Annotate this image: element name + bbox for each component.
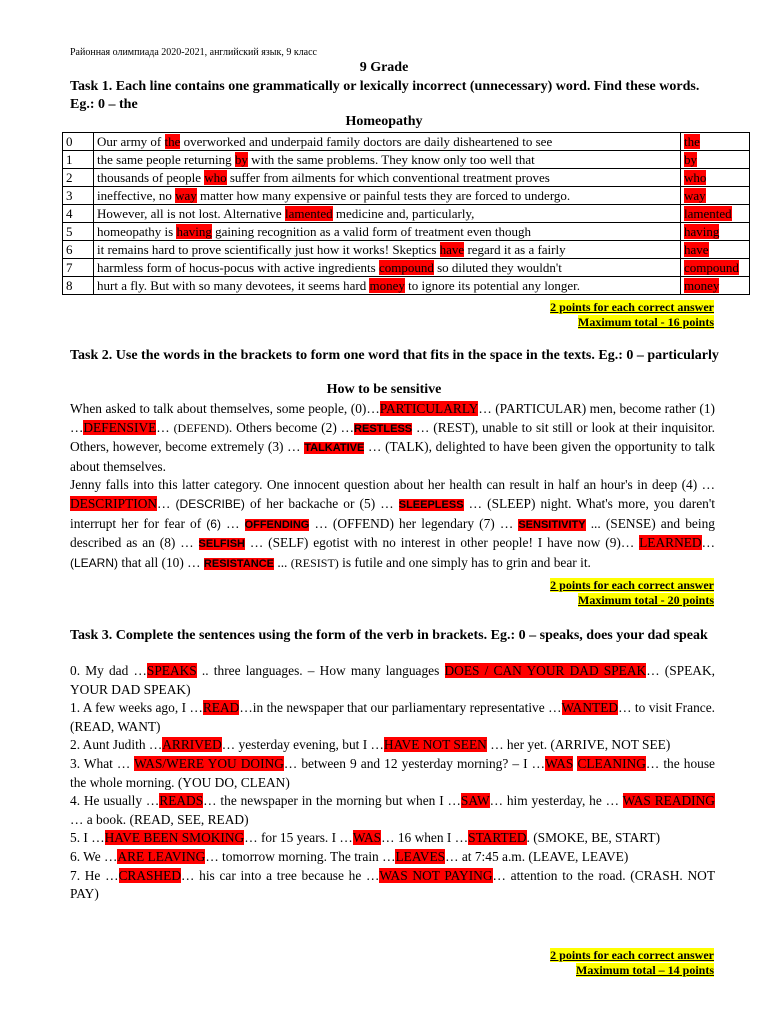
answer-7: SENSITIVITY (518, 518, 586, 531)
t3-answer-0a: SPEAKS (146, 663, 197, 678)
row-text: ineffective, no way matter how many expensive or painful tests they are forced to undergo. (94, 187, 681, 205)
answer-4: DESCRIPTION (70, 495, 158, 511)
row-number: 5 (63, 223, 94, 241)
table-row (63, 259, 750, 277)
table-row (63, 241, 750, 259)
incorrect-word: lamented (284, 206, 333, 221)
answer-0: PARTICULARLY (379, 401, 479, 416)
t3-answer-6a: ARE LEAVING (117, 848, 206, 864)
incorrect-word: have (439, 242, 465, 257)
t3-answer-2a: ARRIVED (162, 737, 222, 753)
row-text: Our army of the overworked and underpaid family doctors are daily disheartened to see (94, 133, 681, 151)
task2-text: When asked to talk about themselves, some people, (0)…PARTICULARLY… (PARTICULAR) men, become rather (1) …DEFENSIVE… (DEFEND). Others become (2) …RESTLESS … (REST), unable to sit still or look at their inquisitor. Others, however, become extremely (3) … TALKATIVE … (TALK), delighted to have been given the opportunity to talk about themselves. Jenny falls into this latter category. One innocent question about her health can result in half an hour's in deep (4) … DESCRIPTION… (DESCRIBE) of her backache or (5) … SLEEPLESS … (SLEEP) night. What's more, you daren't interrupt her for fear of (6) … OFFENDING … (OFFEND) her legendary (7) … SENSITIVITY ... (SENSE) and being described as an (8) … SELFISH … (SELF) egotist with no interest in other people! I have now (9)… LEARNED… (LEARN) that all (10) … RESISTANCE ... (RESIST) is futile and one simply has to grin and bear it. (70, 401, 715, 570)
t3-answer-7a: CRASHED (118, 867, 182, 883)
row-text: homeopathy is having gaining recognition as a valid form of treatment even though (94, 223, 681, 241)
answer-10: RESISTANCE (203, 557, 275, 570)
row-number: 1 (63, 151, 94, 169)
incorrect-word: who (204, 170, 227, 185)
t3-answer-7b: WAS NOT PAYING (379, 867, 493, 883)
row-text: harmless form of hocus-pocus with active ingredients compound so diluted they wouldn't (94, 259, 681, 277)
task1-title: Task 1. Each line contains one grammatically or lexically incorrect (unnecessary) word. Find these words. Eg.: 0 – the (70, 79, 700, 112)
task1-table (62, 132, 750, 295)
task3-text: 0. My dad …SPEAKS .. three languages. – How many languages DOES / CAN YOUR DAD SPEAK… (SPEAK, YOUR DAD SPEAK) 1. A few weeks ago, I …READ…in the newspaper that our parliamentary representative …WANTED… to visit France. (READ, WANT) 2. Aunt Judith …ARRIVED… yesterday evening, but I …HAVE NOT SEEN … her yet. (ARRIVE, NOT SEE) 3. What … WAS/WERE YOU DOING… between 9 and 12 yesterday morning? – I …WAS CLEANING… the house the whole morning. (YOU DO, CLEAN) 4. He usually …READS… the newspaper in the morning but when I …SAW… him yesterday, he … WAS READING … a book. (READ, SEE, READ) 5. I …HAVE BEEN SMOKING… for 15 years. I …WAS… 16 when I …STARTED. (SMOKE, BE, START) 6. We …ARE LEAVING… tomorrow morning. The train …LEAVES… at 7:45 a.m. (LEAVE, LEAVE) 7. He …CRASHED… his car into a tree because he …WAS NOT PAYING… attention to the road. (CRASH. NOT PAY) (70, 663, 716, 902)
row-number: 2 (63, 169, 94, 187)
task2-text-title: How to be sensitive (326, 382, 442, 397)
row-number: 0 (63, 133, 94, 151)
row-text: hurt a fly. But with so many devotees, it seems hard money to ignore its potential any longer. (94, 277, 681, 295)
row-number: 4 (63, 205, 94, 223)
t3-answer-3b: WAS (545, 755, 574, 771)
row-answer: have (681, 241, 750, 259)
t3-answer-3c: CLEANING (577, 755, 646, 771)
t3-answer-1a: READ (202, 700, 240, 716)
answer-9: LEARNED (639, 535, 702, 551)
answer-5: SLEEPLESS (398, 498, 464, 511)
row-text: it remains hard to prove scientifically just how it works! Skeptics have regard it as a fairly (94, 241, 681, 259)
task3-max: Maximum total – 14 points (576, 963, 714, 977)
t3-answer-4b: SAW (460, 793, 490, 809)
row-answer: way (681, 187, 750, 205)
t3-answer-5c: STARTED (468, 830, 527, 846)
row-number: 7 (63, 259, 94, 277)
incorrect-word: money (369, 278, 405, 293)
row-text: However, all is not lost. Alternative lamented medicine and, particularly, (94, 205, 681, 223)
row-number: 6 (63, 241, 94, 259)
row-text: the same people returning by with the same problems. They know only too well that (94, 151, 681, 169)
row-number: 3 (63, 187, 94, 205)
task1-points: 2 points for each correct answer (550, 300, 714, 314)
t3-answer-2b: HAVE NOT SEEN (383, 737, 487, 753)
row-answer: compound (681, 259, 750, 277)
row-answer: by (681, 151, 750, 169)
t3-answer-5a: HAVE BEEN SMOKING (104, 830, 245, 846)
t3-answer-4c: WAS READING (622, 793, 715, 809)
task1-max: Maximum total - 16 points (578, 315, 714, 329)
table-row (63, 187, 750, 205)
answer-3: TALKATIVE (304, 442, 365, 455)
incorrect-word: by (234, 152, 248, 167)
row-number: 8 (63, 277, 94, 295)
table-row (63, 151, 750, 169)
t3-answer-1b: WANTED (561, 700, 619, 716)
row-answer: having (681, 223, 750, 241)
task2-points: 2 points for each correct answer (550, 578, 714, 592)
row-answer: lamented (681, 205, 750, 223)
answer-2: RESTLESS (354, 422, 413, 435)
answer-1: DEFENSIVE (83, 419, 157, 435)
task2-max: Maximum total - 20 points (578, 593, 714, 607)
table-row (63, 223, 750, 241)
task1-text-title: Homeopathy (345, 114, 423, 129)
t3-answer-0b: DOES / CAN YOUR DAD SPEAK (444, 663, 647, 678)
table-row (63, 169, 750, 187)
olympiad-header: Районная олимпиада 2020-2021, английский язык, 9 класс (70, 47, 317, 58)
incorrect-word: having (176, 224, 212, 239)
incorrect-word: the (164, 134, 181, 149)
row-answer: who (681, 169, 750, 187)
task3-points: 2 points for each correct answer (550, 948, 714, 962)
task3-title: Task 3. Complete the sentences using the form of the verb in brackets. Eg.: 0 – speaks, does your dad speak (70, 628, 708, 643)
incorrect-word: compound (378, 260, 434, 275)
table-row (63, 205, 750, 223)
answer-8: SELFISH (198, 538, 245, 551)
t3-answer-6b: LEAVES (395, 848, 446, 864)
task2-title: Task 2. Use the words in the brackets to form one word that fits in the space in the texts. Eg.: 0 – particularly (70, 348, 719, 363)
grade-title: 9 Grade (359, 60, 409, 75)
incorrect-word: way (175, 188, 197, 203)
row-answer: money (681, 277, 750, 295)
answer-6: OFFENDING (244, 518, 310, 531)
table-row (63, 133, 750, 151)
t3-answer-5b: WAS (352, 830, 382, 846)
table-row (63, 277, 750, 295)
row-text: thousands of people who suffer from ailments for which conventional treatment proves (94, 169, 681, 187)
t3-answer-4a: READS (159, 793, 204, 809)
row-answer: the (681, 133, 750, 151)
t3-answer-3a: WAS/WERE YOU DOING (134, 755, 284, 771)
